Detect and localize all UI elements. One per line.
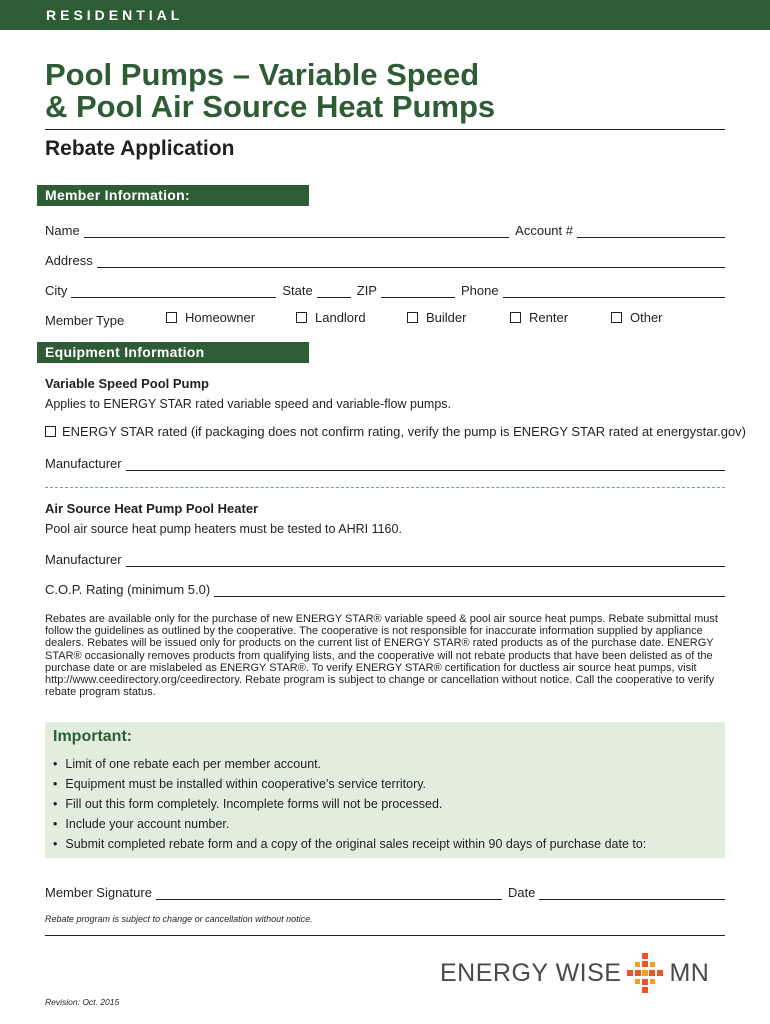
list-item: • Equipment must be installed within cooperative's service territory. — [53, 774, 646, 794]
equipment-info-header: Equipment Information — [37, 342, 309, 363]
homeowner-label: Homeowner — [185, 310, 256, 325]
checkbox-box[interactable] — [407, 312, 418, 323]
renter-label: Renter — [529, 310, 569, 325]
important-box — [45, 722, 725, 858]
builder-checkbox[interactable] — [407, 310, 466, 325]
account-field[interactable] — [577, 224, 725, 238]
change-notice: Rebate program is subject to change or cancellation without notice. — [45, 914, 313, 924]
address-row — [45, 250, 725, 268]
signature-label: Member Signature — [45, 885, 152, 900]
checkbox-box[interactable] — [166, 312, 177, 323]
date-label: Date — [507, 885, 536, 900]
name-field[interactable] — [84, 224, 509, 238]
cop-row — [45, 579, 725, 597]
energy-wise-logo — [440, 953, 709, 993]
renter-checkbox[interactable] — [510, 310, 568, 325]
logo-mark-icon — [627, 953, 663, 993]
landlord-checkbox[interactable] — [296, 310, 366, 325]
heat-pump-heading: Air Source Heat Pump Pool Heater — [45, 501, 259, 516]
list-item: • Fill out this form completely. Incomplete forms will not be processed. — [53, 794, 646, 814]
vs-manufacturer-field[interactable] — [126, 457, 725, 471]
manufacturer-label: Manufacturer — [45, 552, 122, 567]
title-divider — [45, 129, 725, 130]
phone-label: Phone — [460, 283, 499, 298]
section-divider — [45, 487, 725, 488]
city-label: City — [45, 283, 68, 298]
vs-pump-heading: Variable Speed Pool Pump — [45, 376, 209, 391]
vs-manufacturer-row — [45, 453, 725, 471]
banner-label: RESIDENTIAL — [46, 7, 184, 23]
date-field[interactable] — [539, 886, 725, 900]
heat-pump-description: Pool air source heat pump heaters must be tested to AHRI 1160. — [45, 522, 402, 536]
state-label: State — [282, 283, 313, 298]
builder-label: Builder — [426, 310, 467, 325]
address-field[interactable] — [97, 254, 725, 268]
hp-manufacturer-row — [45, 549, 725, 567]
member-type-label: Member Type — [45, 313, 125, 328]
rebate-fine-print: Rebates are available only for the purchase of new ENERGY STAR® variable speed & pool air source heat pumps. Rebate submittal must follow the guidelines as outlined by the cooperative. The cooperative is not responsible for inaccurate information supplied by appliance dealers. Rebates will be issued only for products on the current list of ENERGY STAR® rated products as of the purchase date. ENERGY STAR® occasionally removes products from qualifying lists, and the cooperative will not rebate products that have been delisted as of the purchase date or are mislabeled as ENERGY STAR®. To verify ENERGY STAR® certification for ductless air source heat pumps, visit http://www.ceedirectory.org/ceedirectory. Rebate program is subject to change or cancellation without notice. Call the cooperative to verify rebate program status. — [45, 613, 718, 699]
footer-divider — [45, 935, 725, 936]
state-field[interactable] — [317, 284, 351, 298]
name-account-row — [45, 220, 725, 238]
important-heading: Important: — [53, 728, 133, 745]
important-list — [53, 754, 646, 854]
city-field[interactable] — [71, 284, 276, 298]
logo-text-right: MN — [669, 958, 710, 987]
zip-field[interactable] — [381, 284, 455, 298]
signature-field[interactable] — [156, 886, 502, 900]
checkbox-box[interactable] — [296, 312, 307, 323]
landlord-label: Landlord — [315, 310, 366, 325]
manufacturer-label: Manufacturer — [45, 456, 122, 471]
checkbox-box[interactable] — [611, 312, 622, 323]
title-line-1: Pool Pumps – Variable Speed — [45, 57, 480, 92]
vs-pump-description: Applies to ENERGY STAR rated variable speed and variable-flow pumps. — [45, 397, 451, 411]
page-title — [45, 59, 735, 123]
member-info-header: Member Information: — [37, 185, 309, 206]
hp-manufacturer-field[interactable] — [126, 553, 725, 567]
residential-banner — [0, 0, 770, 30]
cop-field[interactable] — [214, 583, 725, 597]
member-type-row — [45, 310, 725, 328]
revision-date: Revision: Oct. 2015 — [45, 997, 120, 1007]
checkbox-box[interactable] — [45, 426, 56, 437]
subtitle: Rebate Application — [45, 137, 235, 160]
energy-star-check-row — [45, 424, 746, 442]
address-label: Address — [45, 253, 93, 268]
homeowner-checkbox[interactable] — [166, 310, 255, 325]
title-line-2: & Pool Air Source Heat Pumps — [45, 89, 496, 124]
list-item: • Include your account number. — [53, 814, 646, 834]
list-item: • Submit completed rebate form and a copy of the original sales receipt within 90 days of purchase date to: — [53, 834, 646, 854]
energy-star-check-label: ENERGY STAR rated (if packaging does not confirm rating, verify the pump is ENERGY STAR rated at energystar.gov) — [62, 424, 746, 439]
logo-text-left: ENERGY WISE — [440, 958, 622, 987]
energy-star-checkbox[interactable] — [45, 424, 746, 439]
phone-field[interactable] — [503, 284, 725, 298]
signature-row — [45, 882, 725, 900]
cop-label: C.O.P. Rating (minimum 5.0) — [45, 582, 211, 597]
account-label: Account # — [515, 223, 573, 238]
name-label: Name — [45, 223, 80, 238]
other-checkbox[interactable] — [611, 310, 663, 325]
list-item: • Limit of one rebate each per member account. — [53, 754, 646, 774]
zip-label: ZIP — [356, 283, 377, 298]
checkbox-box[interactable] — [510, 312, 521, 323]
other-label: Other — [630, 310, 663, 325]
city-state-row — [45, 280, 725, 298]
